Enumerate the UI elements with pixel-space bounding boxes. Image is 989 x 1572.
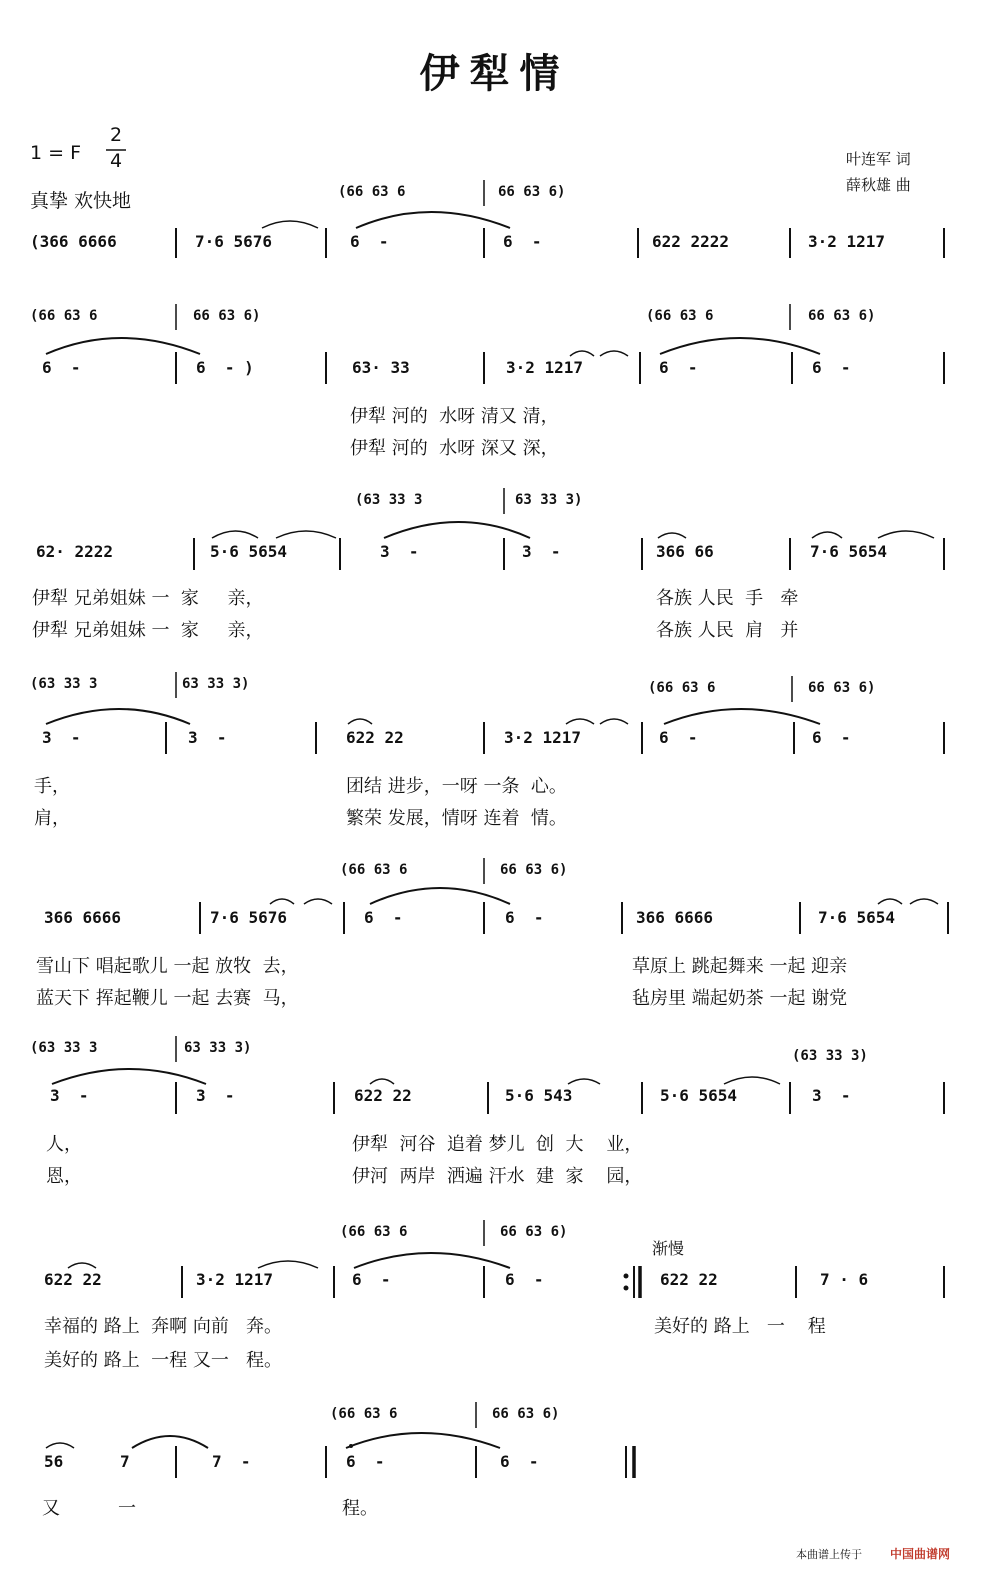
measure: 3 - [42, 728, 81, 747]
measure: 3 - [50, 1086, 89, 1105]
measure: 6 - [505, 1270, 544, 1289]
measure: 7 - [212, 1452, 251, 1471]
measure: 6 - [812, 358, 851, 377]
lyric-line: 伊犁 兄弟姐妹 一 家 亲， [32, 588, 264, 609]
measure: 622 22 [346, 728, 404, 747]
measure: 56 [44, 1452, 64, 1471]
lyric-line: 伊犁 河谷 追着 梦儿 创 大 业， [352, 1134, 643, 1155]
accompaniment-measure: 63 33 3) [515, 492, 583, 508]
measure: 5·6 543 [505, 1086, 573, 1105]
accompaniment-measure: 66 63 6) [193, 308, 261, 324]
lyric-line: 各族 人民 肩 并 [656, 620, 799, 641]
key-signature: 1 = F [30, 142, 82, 164]
accompaniment-measure: 66 63 6) [498, 184, 566, 200]
measure: 6 - [42, 358, 81, 377]
lyric-line: 草原上 跳起舞来 一起 迎亲 [632, 956, 848, 977]
accompaniment-measure: 63 33 3) [182, 676, 250, 692]
lyric-line: 又 [42, 1498, 60, 1519]
lyric-line: 毡房里 端起奶茶 一起 谢党 [632, 988, 848, 1009]
accompaniment-measure: (66 63 6 [30, 308, 98, 324]
measure: 3 - [522, 542, 561, 561]
accompaniment-measure: 66 63 6) [808, 680, 876, 696]
lyric-line: 程。 [342, 1498, 378, 1519]
lyric-line: 蓝天下 挥起鞭儿 一起 去赛 马， [36, 988, 299, 1009]
lyricist-credit: 叶连军 词 [846, 150, 911, 168]
lyric-line: 一 [118, 1498, 136, 1519]
tempo-marking: 真挚 欢快地 [30, 190, 132, 212]
measure: 5·6 5654 [210, 542, 288, 561]
measure: 3·2 1217 [504, 728, 582, 747]
accompaniment-measure: (66 63 6 [340, 1224, 408, 1240]
measure: 3 - [196, 1086, 235, 1105]
time-signature-denominator: 4 [110, 150, 123, 172]
measure: 7·6 5654 [818, 908, 896, 927]
tempo-change-marking: 渐慢 [652, 1239, 685, 1258]
accompaniment-measure: 66 63 6) [808, 308, 876, 324]
lyric-line: 繁荣 发展，情呀 连着 情。 [346, 808, 567, 829]
measure: 7 [120, 1452, 130, 1471]
accompaniment-measure: (66 63 6 [338, 184, 406, 200]
lyric-line: 雪山下 唱起歌儿 一起 放牧 去， [36, 956, 299, 977]
measure: 7·6 5676 [195, 232, 273, 251]
accompaniment-measure: (63 33 3 [355, 492, 423, 508]
lyric-line: 团结 进步，一呀 一条 心。 [346, 776, 567, 797]
measure: 3 - [380, 542, 419, 561]
accompaniment-measure: 66 63 6) [500, 862, 568, 878]
accompaniment-measure: (66 63 6 [330, 1406, 398, 1422]
lyric-line: 各族 人民 手 牵 [656, 588, 799, 609]
time-signature-numerator: 2 [110, 124, 123, 146]
measure: 6 - [364, 908, 403, 927]
accompaniment-measure: (63 33 3 [30, 676, 98, 692]
accompaniment-measure: 63 33 3) [184, 1040, 252, 1056]
accompaniment-measure: (66 63 6 [340, 862, 408, 878]
measure: 6 - [346, 1452, 385, 1471]
measure: 6 - [505, 908, 544, 927]
measure: 366 6666 [44, 908, 122, 927]
measure: 6 - [659, 358, 698, 377]
lyric-line: 美好的 路上 一 程 [654, 1316, 826, 1337]
measure: 3·2 1217 [808, 232, 886, 251]
composer-credit: 薛秋雄 曲 [846, 176, 911, 194]
measure: 3·2 1217 [196, 1270, 274, 1289]
measure: 3 - [188, 728, 227, 747]
measure: 6 - [812, 728, 851, 747]
measure: 62· 2222 [36, 542, 114, 561]
lyric-line: 伊犁 河的 水呀 深又 深， [350, 438, 559, 459]
measure: 6 - [500, 1452, 539, 1471]
site-logo: 中国曲谱网 [890, 1547, 951, 1561]
accompaniment-measure: (63 33 3 [30, 1040, 98, 1056]
measure: 6 - ) [196, 358, 254, 377]
measure: 366 6666 [636, 908, 714, 927]
measure: 366 66 [656, 542, 714, 561]
measure: 622 22 [44, 1270, 102, 1289]
lyric-line: 伊犁 河的 水呀 清又 清， [350, 406, 559, 427]
lyric-line: 恩， [46, 1166, 82, 1187]
accompaniment-measure: (66 63 6 [648, 680, 716, 696]
measure: 622 2222 [652, 232, 730, 251]
lyric-line: 伊犁 兄弟姐妹 一 家 亲， [32, 620, 264, 641]
lyric-line: 幸福的 路上 奔啊 向前 奔。 [44, 1316, 283, 1337]
measure: 6 - [659, 728, 698, 747]
measure: 3·2 1217 [506, 358, 584, 377]
accompaniment-measure: 66 63 6) [500, 1224, 568, 1240]
measure: 7·6 5654 [810, 542, 888, 561]
measure: 7 · 6 [820, 1270, 869, 1289]
song-title: 伊犁情 [419, 50, 570, 97]
measure: 3 - [812, 1086, 851, 1105]
measure: (366 6666 [30, 232, 117, 251]
measure: 7·6 5676 [210, 908, 288, 927]
upload-credit: 本曲谱上传于 [796, 1548, 862, 1561]
lyric-line: 肩， [34, 808, 70, 829]
lyric-line: 伊河 两岸 洒遍 汗水 建 家 园， [352, 1166, 643, 1187]
lyric-line: 手， [34, 776, 70, 797]
measure: 6 - [352, 1270, 391, 1289]
measure: 5·6 5654 [660, 1086, 738, 1105]
accompaniment-measure: (66 63 6 [646, 308, 714, 324]
lyric-line: 美好的 路上 一程 又一 程。 [44, 1350, 283, 1371]
measure: 6 - [350, 232, 389, 251]
accompaniment-measure: 66 63 6) [492, 1406, 560, 1422]
measure: 63· 33 [352, 358, 410, 377]
accompaniment-measure: (63 33 3) [792, 1048, 868, 1064]
measure: 622 22 [354, 1086, 412, 1105]
measure: 622 22 [660, 1270, 718, 1289]
lyric-line: 人， [46, 1134, 82, 1155]
measure: 6 - [503, 232, 542, 251]
